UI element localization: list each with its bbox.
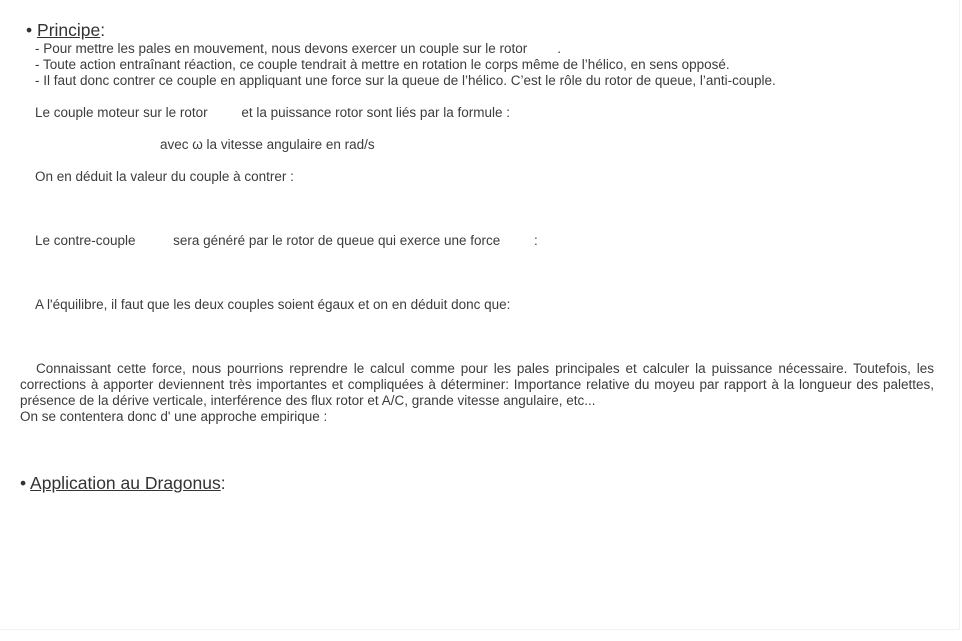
formula-intro-line: Le couple moteur sur le rotor et la puissance rotor sont liés par la formule :	[35, 105, 510, 120]
section-colon: :	[220, 473, 226, 493]
counter-torque-line: Le contre-couple sera généré par le rotor de queue qui exerce une force :	[35, 233, 538, 248]
empirical-paragraph	[20, 361, 934, 425]
bullet: •	[26, 20, 33, 40]
principle-line-1: - Pour mettre les pales en mouvement, nous devons exercer un couple sur le rotor .	[35, 41, 562, 56]
principle-line-3: - Il faut donc contrer ce couple en appliquant une force sur la queue de l’hélico. C’est le rôle du rotor de queue, l’anti-couple.	[35, 73, 776, 88]
section-heading-dragonus	[20, 473, 226, 493]
bullet: •	[20, 473, 27, 493]
paragraph-last-line: On se contentera donc d' une approche empirique :	[20, 409, 328, 424]
omega-definition-line: avec ω la vitesse angulaire en rad/s	[160, 137, 375, 152]
section-colon: :	[100, 20, 106, 40]
section-title: Application au Dragonus	[30, 473, 221, 493]
equilibrium-line: A l'équilibre, il faut que les deux couples soient égaux et on en déduit donc que:	[35, 297, 511, 312]
paragraph-text: Connaissant cette force, nous pourrions reprendre le calcul comme pour les pales principales et calculer la puissance nécessaire. Toutefois, les corrections à apporter deviennent très importantes et compliquées à déterminer: Importance relative du moyeu par rapport à la longueur des palettes, présence de la dérive verticale, interférence des flux rotor et A/C, grande vitesse angulaire, etc...	[20, 361, 934, 408]
torque-deduction-line: On en déduit la valeur du couple à contrer :	[35, 169, 294, 184]
section-heading-principe	[26, 20, 105, 40]
principle-line-2: - Toute action entraînant réaction, ce couple tendrait à mettre en rotation le corps même de l’hélico, en sens opposé.	[35, 57, 730, 72]
section-title: Principe	[37, 20, 101, 40]
